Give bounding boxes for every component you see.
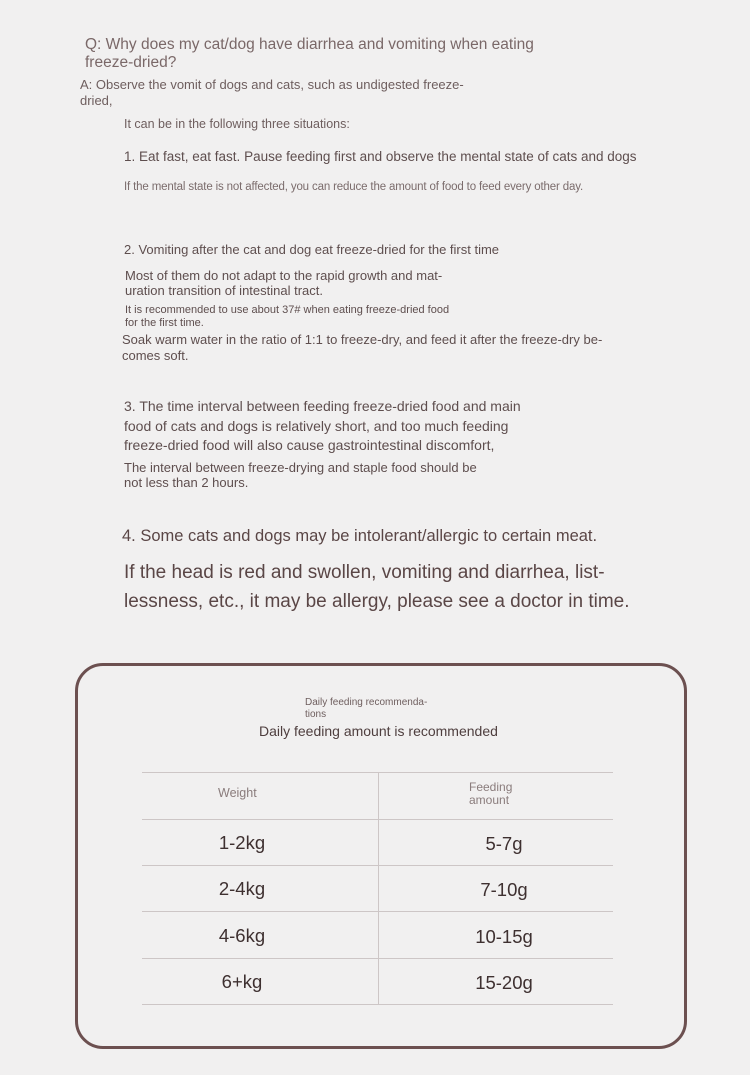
table-cell-amount: 7-10g [480, 879, 528, 900]
table-cell-amount: 10-15g [475, 926, 533, 947]
table-cell-amount: 15-20g [475, 972, 533, 993]
paragraph-line: uration transition of intestinal tract. [125, 283, 323, 299]
situation-1-note: If the mental state is not affected, you can reduce the amount of food to feed every other day. [124, 181, 584, 193]
situation-3-heading [124, 397, 521, 456]
faq-answer-line: A: Observe the vomit of dogs and cats, such as undigested freeze- [80, 77, 464, 92]
situation-2-heading: 2. Vomiting after the cat and dog eat freeze-dried for the first time [124, 242, 500, 257]
faq-question-line: Q: Why does my cat/dog have diarrhea and vomiting when eating [85, 36, 534, 53]
table-divider [142, 1004, 613, 1005]
paragraph-line: freeze-dried food will also cause gastrointestinal discomfort, [124, 437, 495, 454]
faq-question-line: freeze-dried? [85, 53, 177, 71]
table-cell-weight: 2-4kg [218, 878, 266, 899]
paragraph-line: comes soft. [122, 347, 189, 363]
table-header-weight: Weight [218, 786, 257, 800]
table-cell-amount: 5-7g [485, 833, 523, 854]
card-subtitle [305, 697, 427, 721]
situation-2-soak-instructions [122, 332, 602, 363]
table-header-feeding-amount [469, 781, 512, 807]
paragraph-line: The interval between freeze-drying and staple food should be [124, 460, 477, 475]
paragraph-line: for the first time. [125, 316, 204, 329]
table-cell-weight: 6+kg [221, 971, 263, 992]
table-column-divider [378, 772, 379, 1004]
table-cell-weight: 4-6kg [218, 925, 266, 946]
paragraph-line: Most of them do not adapt to the rapid growth and mat- [125, 268, 443, 283]
situation-3-note [124, 460, 477, 490]
situation-4-note [124, 558, 630, 617]
faq-answer [80, 77, 464, 108]
situation-2-paragraph [125, 268, 442, 299]
card-subtitle-line: tions [305, 709, 327, 720]
paragraph-line: 3. The time interval between feeding freeze-dried food and main [124, 398, 521, 414]
situation-1-heading: 1. Eat fast, eat fast. Pause feeding first and observe the mental state of cats and dogs [124, 149, 637, 164]
paragraph-line: food of cats and dogs is relatively short, and too much feeding [124, 417, 509, 434]
header-line: Feeding [469, 780, 513, 794]
paragraph-line: not less than 2 hours. [124, 475, 249, 491]
card-title: Daily feeding amount is recommended [259, 723, 498, 739]
paragraph-line: If the head is red and swollen, vomiting and diarrhea, list- [124, 562, 605, 583]
paragraph-line: It is recommended to use about 37# when eating freeze-dried food [125, 304, 450, 316]
header-line: amount [469, 793, 510, 808]
paragraph-line: lessness, etc., it may be allergy, please see a doctor in time. [124, 591, 630, 613]
paragraph-line: Soak warm water in the ratio of 1:1 to freeze-dry, and feed it after the freeze-dry be- [122, 332, 603, 347]
situations-intro: It can be in the following three situations: [124, 117, 350, 131]
card-subtitle-line: Daily feeding recommenda- [305, 697, 428, 708]
situation-2-recommendation [125, 304, 449, 329]
situation-4-heading: 4. Some cats and dogs may be intolerant/allergic to certain meat. [122, 527, 598, 545]
table-cell-weight: 1-2kg [218, 832, 266, 853]
faq-question [85, 36, 534, 71]
faq-answer-line: dried, [80, 92, 113, 108]
